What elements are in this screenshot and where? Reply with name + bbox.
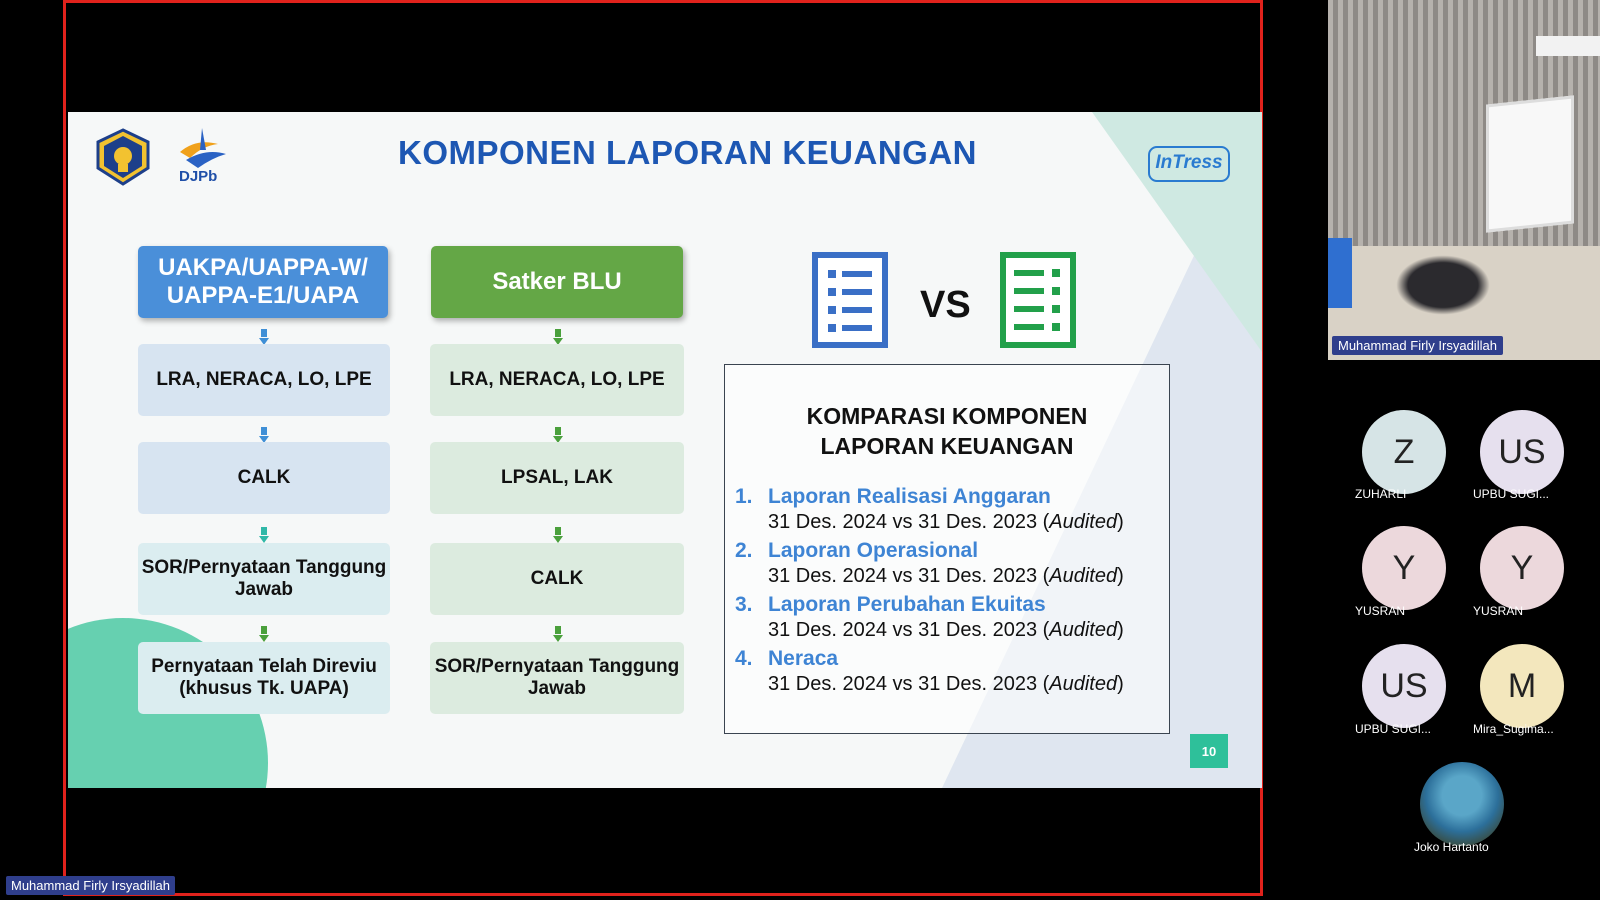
middle-column-item: LRA, NERACA, LO, LPE [430, 344, 684, 416]
video-plant [1388, 250, 1498, 320]
comparison-title-line: KOMPARASI KOMPONEN [806, 403, 1088, 429]
down-arrow-icon [553, 536, 563, 543]
participant-avatar[interactable]: Z [1362, 410, 1446, 494]
intress-label: InTress [1155, 152, 1223, 173]
participant-name: Mira_Sugima... [1473, 722, 1554, 736]
djpb-label: DJPb [179, 168, 218, 185]
spreadsheet-list-icon [1000, 252, 1076, 348]
comparison-item [735, 485, 1165, 539]
document-list-icon [812, 252, 888, 348]
comparison-item-name: Laporan Perubahan Ekuitas [768, 593, 1046, 616]
middle-column-header: Satker BLU [431, 246, 683, 318]
video-projector-screen [1486, 95, 1574, 232]
video-object [1328, 238, 1352, 308]
left-column-item: LRA, NERACA, LO, LPE [138, 344, 390, 416]
middle-column-item: LPSAL, LAK [430, 442, 684, 514]
participant-avatar[interactable]: Y [1362, 526, 1446, 610]
middle-column-item: SOR/Pernyataan Tanggung Jawab [430, 642, 684, 714]
down-arrow-icon [259, 536, 269, 543]
video-ac-unit [1536, 36, 1600, 56]
comparison-item-period: 31 Des. 2024 vs 31 Des. 2023 (Audited) [768, 619, 1124, 641]
participant-name: YUSRAN [1355, 604, 1406, 618]
comparison-item-number: 4. [735, 647, 753, 670]
vs-label: VS [920, 284, 971, 326]
slide-title: KOMPONEN LAPORAN KEUANGAN [398, 134, 978, 171]
comparison-item [735, 647, 1165, 701]
participant-photo-avatar[interactable] [1420, 762, 1504, 846]
left-column-item: SOR/Pernyataan Tanggung Jawab [138, 543, 390, 615]
intress-logo [1148, 146, 1230, 182]
participant-name: Joko Hartanto [1414, 840, 1489, 854]
participant-avatar[interactable]: US [1362, 644, 1446, 728]
middle-column-item: CALK [430, 543, 684, 615]
left-column-item: CALK [138, 442, 390, 514]
comparison-item-name: Laporan Realisasi Anggaran [768, 485, 1051, 508]
presentation-slide [68, 112, 1262, 788]
comparison-item-name: Neraca [768, 647, 839, 670]
comparison-item-period: 31 Des. 2024 vs 31 Des. 2023 (Audited) [768, 673, 1124, 695]
kemenkeu-logo-icon [94, 128, 152, 186]
comparison-item [735, 593, 1165, 647]
comparison-item-period: 31 Des. 2024 vs 31 Des. 2023 (Audited) [768, 565, 1124, 587]
presenter-name-label: Muhammad Firly Irsyadillah [6, 876, 175, 895]
comparison-item-period: 31 Des. 2024 vs 31 Des. 2023 (Audited) [768, 511, 1124, 533]
comparison-item-name: Laporan Operasional [768, 539, 979, 562]
participant-name: UPBU SUGI... [1473, 487, 1550, 501]
comparison-box [724, 364, 1170, 734]
comparison-item [735, 539, 1165, 593]
participant-avatar[interactable]: US [1480, 410, 1564, 494]
participant-name: ZUHARLI [1355, 487, 1407, 501]
down-arrow-icon [259, 635, 269, 642]
comparison-title-line: LAPORAN KEUANGAN [820, 433, 1074, 459]
slide-page-number: 10 [1190, 734, 1228, 768]
comparison-item-number: 1. [735, 485, 753, 508]
left-column-header: UAKPA/UAPPA-W/ UAPPA-E1/UAPA [138, 246, 388, 318]
comparison-item-number: 3. [735, 593, 753, 616]
video-participant-name: Muhammad Firly Irsyadillah [1332, 336, 1503, 355]
participant-avatar[interactable]: M [1480, 644, 1564, 728]
participant-video-tile[interactable] [1328, 0, 1600, 360]
participant-name: YUSRAN [1473, 604, 1524, 618]
comparison-title [725, 401, 1169, 461]
participant-name: UPBU SUGI... [1355, 722, 1432, 736]
participant-avatar[interactable]: Y [1480, 526, 1564, 610]
comparison-list [735, 485, 1165, 701]
comparison-item-number: 2. [735, 539, 753, 562]
left-column-item: Pernyataan Telah Direviu (khusus Tk. UAPA) [138, 642, 390, 714]
down-arrow-icon [553, 635, 563, 642]
